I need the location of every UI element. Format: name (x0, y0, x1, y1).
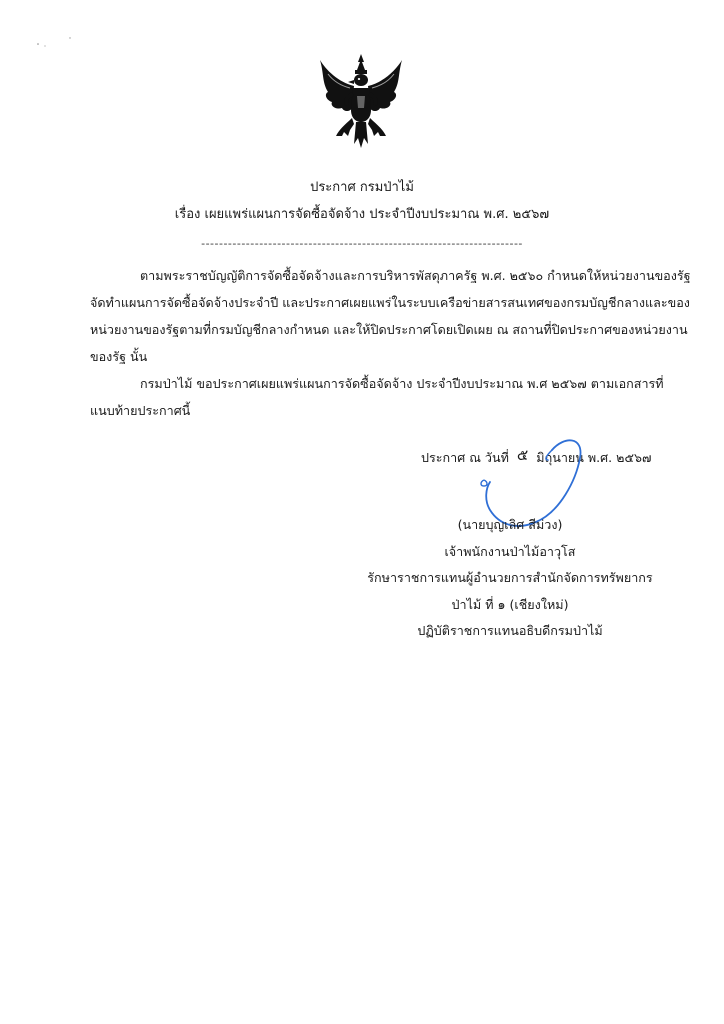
date-day: ๕ (516, 446, 529, 464)
paragraph-line: ของรัฐ นั้น (90, 349, 148, 364)
announcement-subject: เรื่อง เผยแพร่แผนการจัดซื้อจัดจ้าง ประจำปีงบประมาณ พ.ศ. ๒๕๖๗ (174, 207, 550, 222)
paragraph-line: แนบท้ายประกาศนี้ (90, 403, 191, 418)
paragraph-line: จัดทำแผนการจัดซื้อจัดจ้างประจำปี และประกาศเผยแพร่ในระบบเครือข่ายสารสนเทศของกรมบัญชีกลางและของ (90, 295, 690, 310)
signatory-on-behalf: ปฏิบัติราชการแทนอธิบดีกรมป่าไม้ (417, 623, 603, 638)
garuda-emblem-icon (318, 52, 404, 150)
paragraph-legal-basis (90, 262, 691, 370)
scan-specks (30, 34, 80, 54)
paragraph-line: ตามพระราชบัญญัติการจัดซื้อจัดจ้างและการบริหารพัสดุภาครัฐ พ.ศ. ๒๕๖๐ กำหนดให้หน่วยงานของรัฐ (140, 268, 691, 283)
date-month-year: มิถุนายน พ.ศ. ๒๕๖๗ (536, 450, 652, 465)
date-prefix: ประกาศ ณ วันที่ (421, 450, 509, 465)
paragraph-announcement (90, 370, 664, 424)
paragraph-line: กรมป่าไม้ ขอประกาศเผยแพร่แผนการจัดซื้อจัดจ้าง ประจำปีงบประมาณ พ.ศ ๒๕๖๗ ตามเอกสารที่ (140, 376, 664, 391)
paragraph-line: หน่วยงานของรัฐตามที่กรมบัญชีกลางกำหนด และให้ปิดประกาศโดยเปิดเผย ณ สถานที่ปิดประกาศของหน่วยงาน (90, 322, 688, 337)
announcement-title: ประกาศ กรมป่าไม้ (310, 180, 414, 195)
divider-line: ------------------------------------------------------------------------ (201, 237, 523, 250)
signatory-office: ป่าไม้ ที่ ๑ (เชียงใหม่) (451, 596, 569, 612)
signatory-name: (นายบุญเลิศ สีม่วง) (457, 517, 563, 532)
signatory-acting-role: รักษาราชการแทนผู้อำนวยการสำนักจัดการทรัพยากร (367, 570, 653, 585)
signatory-position: เจ้าพนักงานป่าไม้อาวุโส (444, 543, 576, 559)
signatory-block (360, 512, 660, 645)
